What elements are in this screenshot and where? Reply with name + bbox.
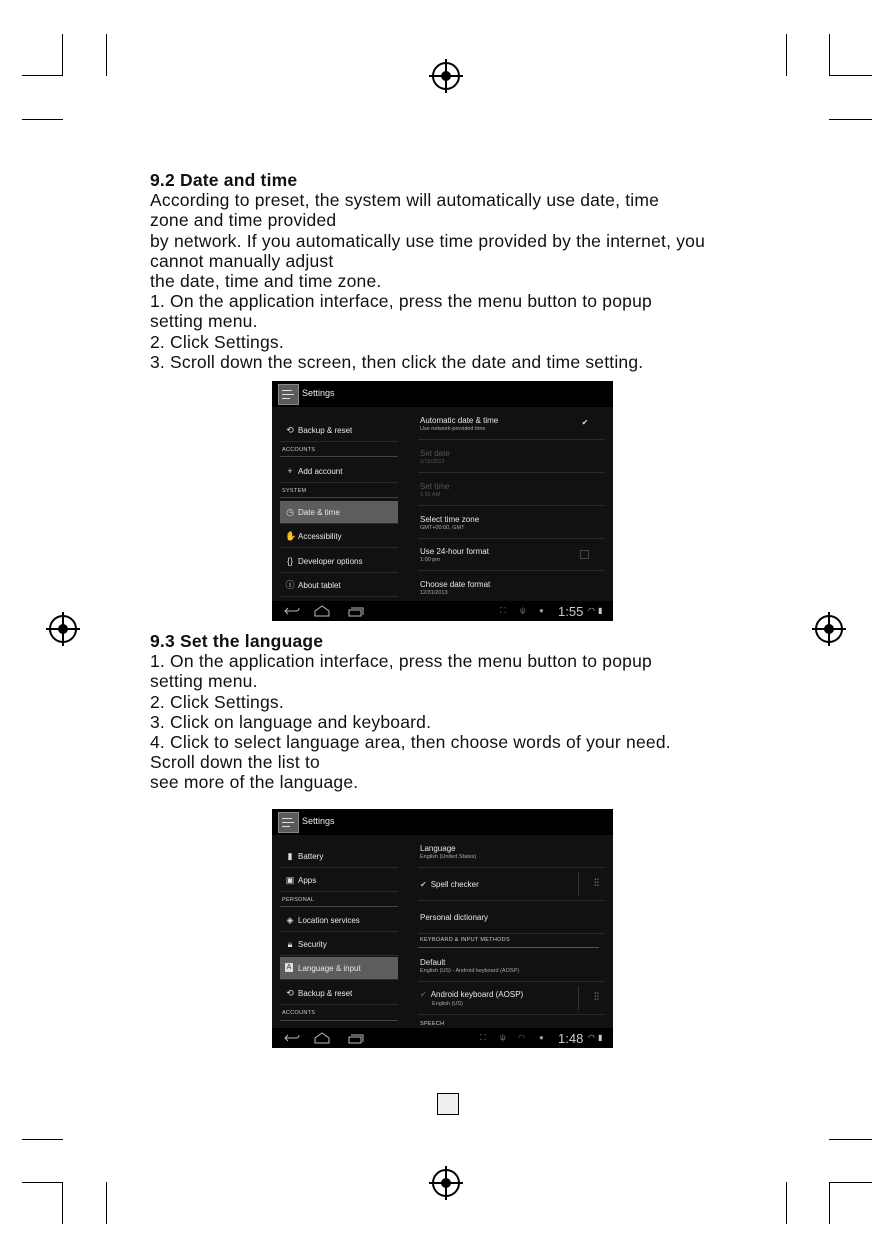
status-clock: 1:55: [558, 604, 584, 619]
date-time-settings: [418, 407, 605, 601]
plus-icon: +: [287, 466, 293, 476]
sidebar-item-apps[interactable]: ▣ Apps: [280, 869, 398, 892]
status-clock: 1:48: [558, 1031, 584, 1046]
paragraph-line: 3. Scroll down the screen, then click the date and time setting.: [150, 351, 644, 372]
registration-mark-icon: [45, 611, 81, 647]
checkbox-checked-icon[interactable]: ✔: [581, 418, 589, 427]
checkbox-checked-icon[interactable]: ✔: [420, 880, 427, 889]
sidebar-item-battery[interactable]: ▮ Battery: [280, 845, 398, 868]
registration-mark-icon: [811, 611, 847, 647]
crop-mark: [62, 1182, 63, 1224]
crop-mark: [829, 34, 830, 76]
crop-mark: [829, 119, 872, 120]
notification-icon: ●: [539, 1033, 544, 1042]
info-icon: ⓘ: [285, 580, 295, 590]
action-bar-title: Settings: [302, 816, 335, 826]
sidebar-item-date-time[interactable]: ◷ Date & time: [280, 501, 398, 524]
setting-spell-checker[interactable]: ✔ Spell checker ⫶⫶: [418, 868, 605, 901]
crop-mark: [786, 1182, 787, 1224]
back-icon[interactable]: [284, 605, 300, 617]
paragraph-line: 1. On the application interface, press the menu button to popup: [150, 651, 652, 672]
sidebar-item-backup[interactable]: ⟲ Backup & reset: [280, 419, 398, 442]
language-icon: A: [286, 964, 292, 971]
notification-icon: ●: [539, 606, 544, 615]
page-number-box: [437, 1093, 459, 1115]
screenshot-icon: ⛶: [500, 606, 506, 615]
recent-apps-icon[interactable]: [348, 1032, 364, 1044]
section-heading: 9.3 Set the language: [150, 631, 324, 651]
screenshot-icon: ⛶: [480, 1033, 486, 1042]
category-accounts: ACCOUNTS: [282, 1010, 316, 1016]
crop-mark: [829, 1182, 830, 1224]
checkbox-disabled-icon: ✔: [420, 990, 427, 999]
screenshot-date-time: [272, 381, 613, 621]
settings-tune-icon[interactable]: ⫶⫶: [594, 992, 599, 1003]
paragraph-line: 4. Click to select language area, then choose words of your need.: [150, 732, 671, 753]
crop-mark: [786, 34, 787, 76]
section-language: [150, 631, 671, 793]
battery-icon: ▮: [598, 606, 603, 615]
category-keyboard: KEYBOARD & INPUT METHODS: [420, 937, 510, 943]
crop-mark: [22, 1139, 63, 1140]
location-icon: ◈: [286, 915, 294, 925]
recent-apps-icon[interactable]: [348, 605, 364, 617]
crop-mark: [22, 75, 63, 76]
system-nav-bar: [272, 601, 613, 621]
crop-mark: [106, 1182, 107, 1224]
sidebar-item-language[interactable]: A Language & input: [280, 957, 398, 980]
paragraph-line: by network. If you automatically use time provided by the internet, you: [150, 230, 706, 251]
paragraph-line: 2. Click Settings.: [150, 691, 284, 712]
wifi-signal-icon: ◠: [518, 1033, 525, 1042]
setting-default-keyboard[interactable]: Default English (US) - Android keyboard (AOSP): [418, 949, 605, 982]
category-system: SYSTEM: [282, 488, 307, 494]
section-date-time: [150, 170, 705, 372]
setting-personal-dictionary[interactable]: Personal dictionary: [418, 901, 605, 934]
sidebar-item-accessibility[interactable]: ✋ Accessibility: [280, 525, 398, 548]
crop-mark: [22, 1182, 63, 1183]
crop-mark: [22, 119, 63, 120]
sidebar-item-backup[interactable]: ⟲ Backup & reset: [280, 982, 398, 1005]
setting-time-zone[interactable]: Select time zone GMT+00:00, GMT: [418, 506, 605, 539]
paragraph-line: Scroll down the list to: [150, 752, 320, 773]
category-personal: PERSONAL: [282, 897, 315, 903]
setting-24-hour[interactable]: Use 24-hour format 1:00 pm: [418, 538, 605, 571]
wifi-icon: ◠: [588, 1033, 595, 1042]
registration-mark-icon: [428, 1165, 464, 1201]
sidebar-item-add-account[interactable]: + Add account: [280, 460, 398, 483]
home-icon[interactable]: [314, 605, 330, 617]
settings-tune-icon[interactable]: ⫶⫶: [594, 878, 599, 889]
crop-mark: [106, 34, 107, 76]
sidebar-item-security[interactable]: 🔒︎ Security: [280, 933, 398, 956]
language-input-settings: [418, 835, 605, 1028]
settings-sidebar: [280, 407, 398, 601]
settings-sidebar: [280, 835, 398, 1028]
paragraph-line: setting menu.: [150, 311, 258, 332]
settings-app-icon: [278, 384, 299, 405]
crop-mark: [829, 1139, 872, 1140]
system-nav-bar: [272, 1028, 613, 1048]
action-bar-title: Settings: [302, 388, 335, 398]
back-icon[interactable]: [284, 1032, 300, 1044]
hand-icon: ✋: [285, 531, 297, 541]
setting-language[interactable]: Language English (United States): [418, 835, 605, 868]
setting-android-keyboard[interactable]: ✔ Android keyboard (AOSP) English (US) ⫶⫶: [418, 982, 605, 1015]
setting-date-format[interactable]: Choose date format 12/31/2013: [418, 571, 605, 604]
paragraph-line: According to preset, the system will automatically use date, time: [150, 190, 660, 211]
crop-mark: [62, 34, 63, 76]
screenshot-language-input: [272, 809, 613, 1048]
settings-app-icon: [278, 812, 299, 833]
clock-icon: ◷: [286, 507, 294, 517]
setting-set-time: Set time 1:55 AM: [418, 473, 605, 506]
crop-mark: [829, 75, 872, 76]
backup-icon: ⟲: [286, 425, 294, 435]
home-icon[interactable]: [314, 1032, 330, 1044]
sidebar-item-location[interactable]: ◈ Location services: [280, 909, 398, 932]
category-speech: SPEECH: [420, 1021, 445, 1027]
wifi-icon: ◠: [588, 606, 595, 615]
paragraph-line: 1. On the application interface, press the menu button to popup: [150, 291, 652, 312]
action-bar: [272, 381, 613, 407]
paragraph-line: the date, time and time zone.: [150, 271, 382, 292]
crop-mark: [829, 1182, 872, 1183]
apps-icon: ▣: [285, 875, 295, 885]
sidebar-item-about[interactable]: ⓘ About tablet: [280, 574, 398, 597]
backup-icon: ⟲: [286, 988, 294, 998]
paragraph-line: cannot manually adjust: [150, 250, 334, 271]
battery-icon: ▮: [598, 1033, 603, 1042]
paragraph-line: see more of the language.: [150, 772, 359, 793]
sidebar-item-developer[interactable]: {} Developer options: [280, 550, 398, 573]
category-accounts: ACCOUNTS: [282, 447, 316, 453]
section-heading: 9.2 Date and time: [150, 170, 298, 190]
paragraph-line: setting menu.: [150, 671, 258, 692]
registration-mark-icon: [428, 58, 464, 94]
battery-icon: ▮: [287, 851, 293, 861]
action-bar: [272, 809, 613, 835]
usb-icon: ψ: [500, 1033, 506, 1042]
paragraph-line: 2. Click Settings.: [150, 331, 284, 352]
setting-automatic-date-time[interactable]: Automatic date & time Use network-provided time ✔: [418, 407, 605, 440]
checkbox-empty-icon[interactable]: [580, 550, 589, 559]
paragraph-line: zone and time provided: [150, 210, 337, 231]
paragraph-line: 3. Click on language and keyboard.: [150, 711, 432, 732]
usb-icon: ψ: [520, 606, 526, 615]
braces-icon: {}: [286, 556, 293, 566]
setting-set-date: Set date 1/15/2013: [418, 440, 605, 473]
lock-icon: 🔒︎: [287, 939, 293, 949]
